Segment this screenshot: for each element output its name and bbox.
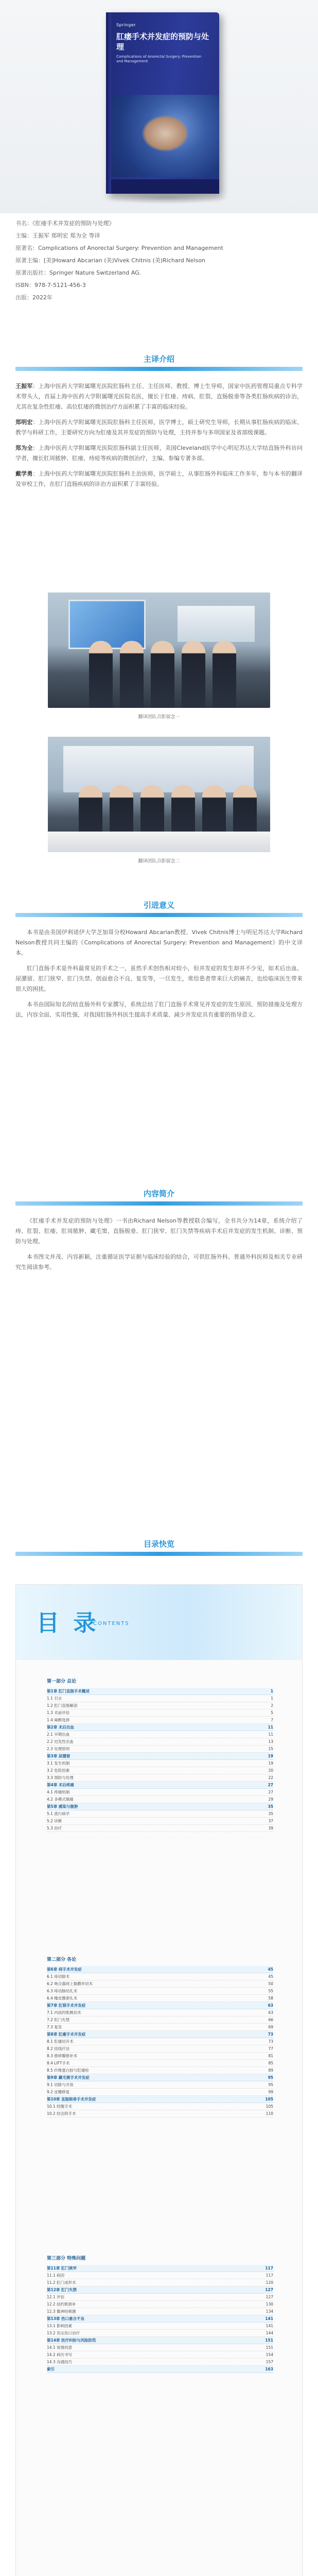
toc-entry-label: 12.3 骶神经刺激 [47, 2309, 76, 2314]
team-photo-1 [48, 592, 270, 708]
team-photo-2 [48, 737, 270, 852]
toc-chapter-row [47, 2002, 273, 2009]
toc-entry-label: 5.2 诊断 [47, 1819, 62, 1823]
toc-entry-page: 117 [266, 2273, 273, 2278]
meta-date-line: 出版：2022年 [15, 294, 52, 301]
toc-entry-label: 2.2 迟发性出血 [47, 1739, 74, 1744]
toc-entry-label: 14.2 病历书写 [47, 2352, 73, 2357]
toc-chapter-row [47, 1966, 273, 1973]
toc-entry-row [47, 1995, 273, 2002]
toc-entry-label: 1.3 术前评估 [47, 1710, 70, 1715]
section-header-content [0, 1185, 318, 1207]
toc-entry-page: 15 [268, 1747, 273, 1751]
toc-entry-row [47, 1709, 273, 1717]
toc-entry-page: 141 [266, 2324, 273, 2328]
toc-entry-page: 81 [268, 2054, 273, 2058]
toc-entry-label: 第9章 藏毛窦手术并发症 [47, 2075, 90, 2080]
book-cover [106, 12, 219, 194]
photo-caption-1: 翻译团队合影留念一 [138, 715, 180, 720]
toc-entry-row [47, 1745, 273, 1753]
toc-entry-label: 11.1 病因 [47, 2273, 65, 2278]
toc-entry-label: 10.1 经腹手术 [47, 2104, 73, 2109]
intro-paragraph: 郑明宏：上海中医药大学附属曙光医院肛肠科主任医师，医学博士，硕士研究生导师，长期从事肛肠疾病的临床、教学与科研工作，主要研究方向为肛瘘及其并发症的预防与处理，主持并参与多项国家及省部级课题。 [15, 419, 303, 436]
toc-entry-label: 6.3 痔动脉结扎术 [47, 1989, 78, 1993]
toc-entry-label: 14.1 知情同意 [47, 2345, 73, 2350]
toc-entry-page: 35 [268, 1811, 273, 1816]
toc-entry-label: 3.2 危险因素 [47, 1768, 70, 1773]
section-header-intro [0, 350, 318, 372]
person [151, 641, 174, 708]
toc-entry-page: 105 [265, 2097, 273, 2102]
toc-entry-label: 第12章 肛门失禁 [47, 2287, 77, 2292]
toc-entry-page: 77 [268, 2046, 273, 2051]
toc-chapter-row [47, 1803, 273, 1810]
toc-entry-page: 151 [265, 2338, 273, 2343]
toc-entry-label: 2.3 处理原则 [47, 1747, 70, 1751]
toc-entry-label: 第1章 肛门直肠手术概述 [47, 1689, 90, 1693]
toc-entry-page: 117 [265, 2266, 273, 2270]
toc-entry-row [47, 2038, 273, 2045]
publisher-mark: Springer [116, 23, 136, 27]
toc-entry-label: 4.1 疼痛机制 [47, 1790, 70, 1794]
toc-entry-row [47, 1818, 273, 1825]
toc-chapter-row [47, 1782, 273, 1789]
toc-list-part2 [47, 1966, 273, 2117]
toc-entry-row [47, 2308, 273, 2315]
toc-entry-page: 7 [271, 1718, 273, 1722]
toc-entry-label: 第14章 医疗纠纷与风险防范 [47, 2338, 96, 2343]
toc-entry-row [47, 2294, 273, 2301]
toc-entry-row [47, 1738, 273, 1745]
toc-entry-row [47, 1789, 273, 1796]
toc-entry-label: 6.2 吻合器痔上黏膜环切术 [47, 1981, 93, 1986]
toc-banner [16, 1585, 302, 1660]
meta-isbn-line: ISBN：978-7-5121-456-3 [15, 282, 86, 289]
toc-entry-page: 66 [268, 2018, 273, 2022]
toc-chapter-row [47, 1688, 273, 1695]
toc-chapter-row [47, 2366, 273, 2373]
toc-entry-page: 11 [268, 1725, 273, 1730]
toc-entry-page: 163 [265, 2367, 273, 2371]
toc-entry-page: 144 [266, 2331, 273, 2335]
toc-entry-label: 8.4 LIFT手术 [47, 2061, 70, 2065]
toc-entry-label: 6.1 痔切除术 [47, 1974, 70, 1979]
toc-banner-sub: CONTENTS [93, 1621, 130, 1626]
preface-paragraph: 本书是由美国伊利诺伊大学芝加哥分校Howard Abcarian教授、Vivek Chitnis博士与明尼苏达大学Richard Nelson教授共同主编的《Complications of Anorectal Surgery: Prevention and Management》的中文译本。 [15, 929, 303, 956]
meta-orig-editor-line: 原著主编：[美]Howard Abcarian (美)Vivek Chitnis (美)Richard Nelson [15, 257, 205, 264]
toc-entry-label: 7.3 复发 [47, 2025, 62, 2029]
toc-entry-label: 8.5 纤维蛋白胶与肛瘘栓 [47, 2068, 89, 2073]
toc-entry-label: 8.2 挂线疗法 [47, 2046, 70, 2051]
toc-entry-page: 11 [268, 1732, 273, 1737]
toc-entry-row [47, 2024, 273, 2031]
toc-entry-page: 63 [268, 2003, 273, 2008]
section-title-intro: 主译介绍 [143, 354, 174, 364]
toc-entry-row [47, 2301, 273, 2308]
toc-chapter-row [47, 2315, 273, 2323]
toc-entry-page: 141 [265, 2316, 273, 2321]
section-title-content: 内容简介 [143, 1189, 174, 1198]
toc-entry-row [47, 2359, 273, 2366]
toc-entry-page: 22 [268, 1775, 273, 1780]
toc-entry-page: 134 [266, 2309, 273, 2314]
toc-entry-page: 127 [266, 2295, 273, 2299]
toc-banner-word: 目 录 [37, 1610, 99, 1636]
toc-entry-page: 63 [268, 2010, 273, 2015]
toc-entry-row [47, 2279, 273, 2286]
section-bar [15, 1201, 303, 1206]
toc-entry-row [47, 2103, 273, 2110]
toc-entry-label: 第8章 肛瘘手术并发症 [47, 2032, 86, 2037]
toc-entry-row [47, 2323, 273, 2330]
toc-chapter-row [47, 2096, 273, 2103]
toc-entry-page: 130 [266, 2302, 273, 2307]
toc-entry-label: 1.1 引言 [47, 1696, 62, 1701]
intro-paragraph: 郑为全：上海中医药大学附属曙光医院肛肠科副主任医师，美国Cleveland医学中心明尼苏达大学结直肠外科访问学者，擅长肛周脓肿、肛瘘、痔疮等疾病的微创治疗，主编、参编专著多部。 [15, 445, 303, 462]
toc-entry-row [47, 1774, 273, 1782]
toc-entry-row [47, 1717, 273, 1724]
toc-chapter-row [47, 2074, 273, 2081]
toc-entry-label: 1.2 肛门直肠解剖 [47, 1703, 78, 1708]
toc-chapter-row [47, 2337, 273, 2344]
content-text [0, 1216, 318, 1278]
toc-entry-page: 20 [268, 1768, 273, 1773]
toc-entry-page: 19 [268, 1761, 273, 1766]
toc-entry-row [47, 1980, 273, 1988]
toc-entry-label: 第7章 肛裂手术并发症 [47, 2003, 86, 2008]
section-bar [15, 1552, 303, 1556]
toc-entry-label: 8.3 推移瓣修补术 [47, 2054, 78, 2058]
toc-entry-page: 127 [265, 2287, 273, 2292]
toc-entry-label: 第3章 尿潴留 [47, 1754, 70, 1758]
person [120, 641, 144, 708]
toc-chapter-row [47, 2031, 273, 2038]
toc-entry-label: 9.2 皮瓣修复 [47, 2090, 70, 2094]
toc-entry-row [47, 2016, 273, 2024]
toc-entry-label: 3.1 发生机制 [47, 1761, 70, 1766]
toc-entry-page: 89 [268, 2068, 273, 2073]
toc-entry-label: 第10章 直肠脱垂手术并发症 [47, 2097, 96, 2102]
meta-title-line: 书名：《肛瘘手术并发症的预防与处理》 [15, 220, 115, 227]
intro-paragraph: 戴学勇：上海中医药大学附属曙光医院肛肠科主治医师，医学硕士，从事肛肠外科临床工作多年，参与本书的翻译及审校工作，在肛门直肠疾病的诊治方面积累了丰富经验。 [15, 470, 303, 487]
toc-entry-label: 1.4 麻醉选择 [47, 1718, 70, 1722]
toc-entry-row [47, 1731, 273, 1738]
toc-entry-row [47, 2060, 273, 2067]
cover-bottom-bar [111, 179, 219, 194]
toc-entry-row [47, 1695, 273, 1702]
toc-entry-row [47, 2351, 273, 2359]
preface-paragraph: 本书由国际知名的结直肠外科专家撰写，系统总结了肛门直肠手术常见并发症的发生原因、预防措施及处理方法，内容全面、实用性强，对我国肛肠外科医生提高手术质量、减少并发症具有重要的指导意义。 [15, 1001, 303, 1018]
toc-entry-row [47, 2272, 273, 2279]
content-paragraph: 本书图文并茂、内容新颖，注重循证医学证据与临床经验的结合，可供肛肠外科、普通外科医师及相关专业研究生阅读参考。 [15, 1253, 303, 1270]
person [89, 641, 113, 708]
toc-entry-page: 2 [271, 1703, 273, 1708]
toc-entry-row [47, 2009, 273, 2016]
intro-text [0, 381, 318, 495]
toc-entry-label: 第13章 伤口愈合不良 [47, 2316, 85, 2321]
toc-entry-label: 10.2 经会阴手术 [47, 2111, 76, 2116]
section-header-toc [0, 1535, 318, 1557]
book-title-en: Complications of Anorectal Surgery: Prevention and Management [116, 55, 202, 64]
section-bar [15, 367, 303, 371]
toc-list-part1 [47, 1688, 273, 1832]
toc-entry-page: 95 [268, 2075, 273, 2080]
toc-entry-label: 5.1 流行病学 [47, 1811, 70, 1816]
toc-entry-label: 8.1 肛瘘切开术 [47, 2039, 74, 2044]
toc-entry-row [47, 1988, 273, 1995]
toc-entry-row [47, 2045, 273, 2053]
toc-entry-page: 27 [268, 1790, 273, 1794]
toc-entry-label: 11.2 肛门成形术 [47, 2280, 76, 2285]
toc-entry-row [47, 1796, 273, 1803]
toc-entry-row [47, 2110, 273, 2117]
photo-caption-2: 翻译团队合影留念二 [138, 859, 180, 864]
meta-editor-line: 主编：王振军 郑明宏 郑为全 等译 [15, 232, 100, 239]
toc-chapter-row [47, 1724, 273, 1731]
toc-entry-page: 110 [266, 2111, 273, 2116]
toc-entry-row [47, 2081, 273, 2089]
section-title-preface: 引进意义 [143, 901, 174, 910]
toc-entry-label: 4.2 多模式镇痛 [47, 1797, 74, 1802]
backdrop-banner [178, 606, 255, 642]
toc-entry-page: 85 [268, 2061, 273, 2065]
book-title-zh: 肛瘘手术并发症的预防与处理 [116, 32, 209, 52]
intro-paragraph: 王振军：上海中医药大学附属曙光医院肛肠科主任、主任医师、教授、博士生导师，国家中医药管理局重点专科学术带头人，首届上海中医药大学附属曙光医院名医，擅长于肛瘘、痔病、肛裂、直肠脱垂等各类肛肠疾病的诊治，尤其在复杂性肛瘘、高位肛瘘的微创治疗方面积累了丰富的临床经验。 [15, 383, 303, 410]
toc-entry-row [47, 2089, 273, 2096]
toc-entry-row [47, 1760, 273, 1767]
preface-paragraph: 肛门直肠手术是外科最常见的手术之一，虽然手术创伤相对较小，但并发症的发生却并不少见，如术后出血、尿潴留、肛门狭窄、肛门失禁、创面愈合不良、复发等，一旦发生，常给患者带来巨大的痛苦，也给临床医生带来很大的困扰。 [15, 965, 303, 992]
toc-entry-page: 19 [268, 1754, 273, 1758]
section-title-toc: 目录快览 [143, 1539, 174, 1549]
toc-entry-page: 151 [266, 2345, 273, 2350]
toc-entry-label: 12.1 评估 [47, 2295, 65, 2299]
toc-entry-label: 2.1 早期出血 [47, 1732, 70, 1737]
toc-entry-label: 第11章 肛门狭窄 [47, 2266, 77, 2270]
toc-entry-row [47, 1825, 273, 1832]
toc-entry-page: 50 [268, 1981, 273, 1986]
toc-entry-label: 第2章 术后出血 [47, 1725, 74, 1730]
toc-entry-page: 1 [270, 1689, 273, 1693]
preface-text [0, 927, 318, 1025]
toc-part-title: 第三部分 特殊问题 [47, 2256, 86, 2261]
front-table [48, 832, 270, 852]
toc-entry-label: 3.3 预防与处理 [47, 1775, 74, 1780]
toc-entry-label: 14.3 沟通技巧 [47, 2360, 73, 2364]
meta-orig-pub-line: 原著出版社：Springer Nature Switzerland AG. [15, 269, 142, 276]
toc-entry-row [47, 2067, 273, 2074]
toc-chapter-row [47, 1753, 273, 1760]
toc-entry-label: 第4章 术后疼痛 [47, 1783, 74, 1787]
toc-entry-row [47, 1767, 273, 1774]
toc-entry-page: 5 [271, 1710, 273, 1715]
toc-entry-label: 7.1 内括约肌侧切术 [47, 2010, 81, 2015]
toc-entry-label: 第5章 感染与脓肿 [47, 1804, 78, 1809]
section-header-preface [0, 896, 318, 918]
person [213, 641, 236, 708]
toc-entry-label: 索引 [47, 2367, 55, 2371]
toc-entry-row [47, 2330, 273, 2337]
toc-entry-label: 5.3 治疗 [47, 1826, 62, 1831]
toc-list-part3 [47, 2265, 273, 2373]
toc-entry-label: 13.2 负压伤口治疗 [47, 2331, 80, 2335]
toc-entry-page: 157 [266, 2360, 273, 2364]
toc-entry-page: 45 [268, 1967, 273, 1972]
toc-entry-page: 73 [268, 2032, 273, 2037]
toc-entry-label: 6.4 橡皮圈套扎术 [47, 1996, 78, 2001]
cover-photo [111, 95, 219, 177]
toc-entry-label: 7.2 肛门失禁 [47, 2018, 70, 2022]
content-paragraph: 《肛瘘手术并发症的预防与处理》一书由Richard Nelson等教授联合编写，全书共分为14章，系统介绍了痔、肛裂、肛瘘、肛周脓肿、藏毛窦、直肠脱垂、肛门狭窄、肛门失禁等疾病手术后并发症的发生机制、诊断、预防与处理。 [15, 1217, 303, 1245]
toc-entry-page: 99 [268, 2090, 273, 2094]
toc-entry-page: 13 [268, 1739, 273, 1744]
meta-orig-line: 原著名：Complications of Anorectal Surgery: Prevention and Management [15, 245, 223, 251]
toc-entry-page: 154 [266, 2352, 273, 2357]
toc-entry-page: 95 [268, 2082, 273, 2087]
toc-chapter-row [47, 2286, 273, 2294]
toc-entry-page: 45 [268, 1974, 273, 1979]
toc-entry-label: 12.2 括约肌修补 [47, 2302, 76, 2307]
toc-entry-page: 39 [268, 1826, 273, 1831]
toc-entry-row [47, 1702, 273, 1709]
toc-entry-page: 120 [266, 2280, 273, 2285]
toc-entry-label: 13.1 影响因素 [47, 2324, 73, 2328]
toc-entry-page: 69 [268, 2025, 273, 2029]
toc-entry-row [47, 2344, 273, 2351]
toc-entry-page: 105 [266, 2104, 273, 2109]
book-meta [0, 219, 318, 306]
toc-entry-label: 9.1 切除与开放 [47, 2082, 74, 2087]
toc-entry-page: 37 [268, 1819, 273, 1823]
toc-entry-page: 29 [268, 1797, 273, 1802]
book-spine [106, 12, 111, 194]
toc-entry-page: 35 [268, 1804, 273, 1809]
toc-entry-page: 73 [268, 2039, 273, 2044]
toc-chapter-row [47, 2265, 273, 2272]
toc-part-title: 第二部分 各论 [47, 1957, 77, 1962]
toc-entry-page: 55 [268, 1989, 273, 1993]
toc-entry-page: 27 [268, 1783, 273, 1787]
toc-entry-row [47, 2053, 273, 2060]
toc-page [15, 1584, 303, 2576]
person [182, 641, 205, 708]
toc-entry-page: 58 [268, 1996, 273, 2001]
toc-entry-label: 第6章 痔手术并发症 [47, 1967, 82, 1972]
toc-entry-row [47, 1973, 273, 1980]
toc-entry-row [47, 1810, 273, 1818]
toc-part-title: 第一部分 总论 [47, 1679, 77, 1684]
section-bar [15, 913, 303, 917]
toc-entry-page: 1 [271, 1696, 273, 1701]
